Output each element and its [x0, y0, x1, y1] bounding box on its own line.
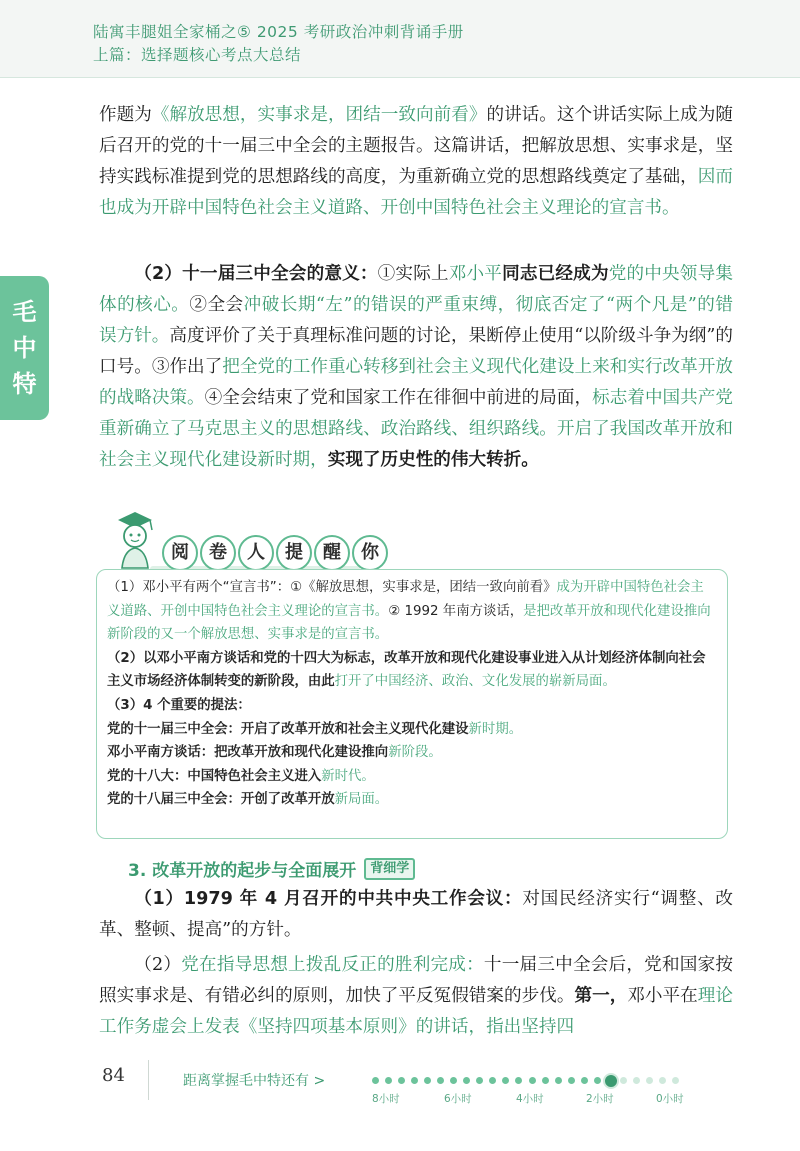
- highlight-text: 把全党的工作重心转移到社会主义现代化建设上来和实行改革开放的战略决策。: [99, 357, 733, 408]
- bold-text: 党的十八届三中全会：开创了改革开放: [107, 792, 335, 808]
- memorize-badge: 背细学: [364, 858, 415, 880]
- hour-label: 6小时: [444, 1093, 472, 1105]
- text: ①实际上: [377, 264, 449, 284]
- hour-label: 8小时: [372, 1093, 400, 1105]
- hour-label: 2小时: [586, 1093, 614, 1105]
- tip-list-item: [107, 765, 717, 789]
- tip-point-3: [107, 694, 717, 718]
- text: （1）邓小平有两个“宣言书”：①《解放思想，实事求是，团结一致向前看》: [107, 580, 557, 595]
- remaining-time-label: 距离掌握毛中特还有 >: [183, 1073, 326, 1089]
- progress-dot: [568, 1077, 575, 1084]
- text: ④全会结束了党和国家工作在徘徊中前进的局面，: [204, 388, 593, 408]
- progress-dot: [372, 1077, 379, 1084]
- tip-list-item: [107, 741, 717, 765]
- progress-dot: [594, 1077, 601, 1084]
- progress-dot: [555, 1077, 562, 1084]
- bold-text: 第一，: [574, 986, 628, 1006]
- highlight-text: 打开了中国经济、政治、文化发展的崭新局面。: [334, 674, 616, 690]
- chapter-title: 上篇：选择题核心考点大总结: [93, 46, 302, 64]
- highlight-text: 党在指导思想上拨乱反正的胜利完成：: [181, 955, 484, 975]
- highlight-text: 理论工作务虚会上发表《坚持四项基本原则》的讲话，指出坚持四: [99, 986, 733, 1037]
- hour-label: 0小时: [656, 1093, 684, 1105]
- tip-title-char: 提: [276, 535, 312, 571]
- progress-dot: [502, 1077, 509, 1084]
- progress-dot: [489, 1077, 496, 1084]
- progress-dot: [581, 1077, 588, 1084]
- progress-dot: [476, 1077, 483, 1084]
- text: 的讲话。这个讲话实际上成为随后召开的党的十一届三中全会的主题报告。这篇讲话，把解放思想、实事求是，坚持实践标准提到党的思想路线的高度，为重新确立党的思想路线奠定了基础，: [99, 105, 733, 187]
- highlight-text: 新时期。: [468, 721, 523, 737]
- reviewer-tip-box: [96, 569, 728, 839]
- progress-dot: [672, 1077, 679, 1084]
- book-title: 陆寓丰腿姐全家桶之⑤ 2025 考研政治冲刺背诵手册: [93, 23, 464, 41]
- page-footer: [0, 1055, 800, 1151]
- bold-text: 党的十一届三中全会：开启了改革开放和社会主义现代化建设: [107, 721, 469, 737]
- mascot-icon: [110, 508, 160, 570]
- side-tab-char: 特: [12, 370, 37, 398]
- highlight-text: 冲破长期“左”的错误的严重束缚，彻底否定了“两个凡是”的错误方针。: [99, 295, 733, 346]
- bold-text: （3）4 个重要的提法：: [107, 697, 251, 713]
- tip-title-char: 阅: [162, 535, 198, 571]
- progress-dot: [646, 1077, 653, 1084]
- bold-text: 邓小平南方谈话：把改革开放和现代化建设推向: [107, 745, 389, 761]
- progress-dot: [398, 1077, 405, 1084]
- bold-text: 实现了历史性的伟大转折。: [327, 450, 539, 470]
- tip-point-1: [107, 576, 717, 647]
- tip-title-char: 人: [238, 535, 274, 571]
- side-tab-char: 中: [12, 334, 37, 362]
- highlight-text: 新局面。: [334, 792, 389, 808]
- progress-track: [372, 1073, 742, 1093]
- highlight-text: 是把改革开放和现代化建设推向新阶段的又一个解放思想、实事求是的宣言书。: [107, 603, 711, 643]
- text: ②全会: [189, 295, 244, 315]
- page-header: [0, 0, 800, 78]
- progress-dot: [411, 1077, 418, 1084]
- progress-dot: [542, 1077, 549, 1084]
- paragraph-correction: [99, 950, 733, 1043]
- bold-text: （2）以邓小平南方谈话和党的十四大为标志，改革开放和现代化建设事业进入从计划经济体制向社会主义市场经济体制转变的新阶段，由此: [107, 650, 706, 690]
- progress-dot: [437, 1077, 444, 1084]
- highlight-text: 邓小平: [448, 264, 503, 284]
- highlight-text: 成为开辟中国特色社会主义道路、开创中国特色社会主义理论的宣言书。: [107, 580, 704, 619]
- text: 高度评价了关于真理标准问题的讨论，果断停止使用“以阶级斗争为纲”的口号。③作出了: [99, 326, 733, 377]
- text: 邓小平在: [627, 986, 698, 1006]
- tip-list-item: [107, 788, 717, 812]
- tip-title-char: 卷: [200, 535, 236, 571]
- text: 作题为: [99, 105, 152, 125]
- tip-title: [162, 535, 388, 573]
- progress-dot: [620, 1077, 627, 1084]
- tip-point-2: [107, 647, 717, 694]
- progress-marker-icon: [603, 1073, 619, 1089]
- section-heading: [128, 856, 415, 881]
- text: ② 1992 年南方谈话，: [388, 603, 524, 619]
- text: （2）: [134, 955, 182, 975]
- progress-dot: [385, 1077, 392, 1084]
- progress-dot: [633, 1077, 640, 1084]
- paragraph-1979-conference: [99, 884, 733, 946]
- paragraph-plenum-significance: [99, 259, 733, 476]
- section-side-tab: [0, 276, 49, 420]
- text: 对国民经济实行“调整、改革、整顿、提高”的方针。: [99, 889, 733, 940]
- page-number: 84: [102, 1065, 125, 1086]
- side-tab-char: 毛: [12, 298, 37, 326]
- progress-dot: [463, 1077, 470, 1084]
- progress-dot: [424, 1077, 431, 1084]
- highlight-text: 《解放思想，实事求是，团结一致向前看》: [151, 105, 487, 125]
- progress-dot: [659, 1077, 666, 1084]
- progress-dot: [450, 1077, 457, 1084]
- footer-divider: [148, 1060, 149, 1100]
- tip-list-item: [107, 718, 717, 742]
- progress-dot: [529, 1077, 536, 1084]
- paragraph-speech: [99, 100, 733, 224]
- bold-text: （1）1979 年 4 月召开的中共中央工作会议：: [134, 889, 523, 909]
- bold-text: （2）十一届三中全会的意义：: [134, 264, 378, 284]
- section-title-text: 3. 改革开放的起步与全面展开: [128, 861, 357, 881]
- highlight-text: 因而也成为开辟中国特色社会主义道路、开创中国特色社会主义理论的宣言书。: [99, 167, 733, 218]
- progress-dot: [515, 1077, 522, 1084]
- tip-title-char: 你: [352, 535, 388, 571]
- hour-label: 4小时: [516, 1093, 544, 1105]
- tip-title-char: 醒: [314, 535, 350, 571]
- bold-text: 同志已经成为: [502, 264, 609, 284]
- bold-text: 党的十八大：中国特色社会主义进入: [107, 768, 322, 784]
- text: 十一届三中全会后，党和国家按照实事求是、有错必纠的原则，加快了平反冤假错案的步伐。: [99, 955, 733, 1006]
- highlight-text: 党的中央领导集体的核心。: [99, 264, 733, 315]
- highlight-text: 标志着中国共产党重新确立了马克思主义的思想路线、政治路线、组织路线。开启了我国改革开放和社会主义现代化建设新时期，: [99, 388, 733, 470]
- highlight-text: 新时代。: [321, 768, 375, 784]
- highlight-text: 新阶段。: [388, 745, 442, 761]
